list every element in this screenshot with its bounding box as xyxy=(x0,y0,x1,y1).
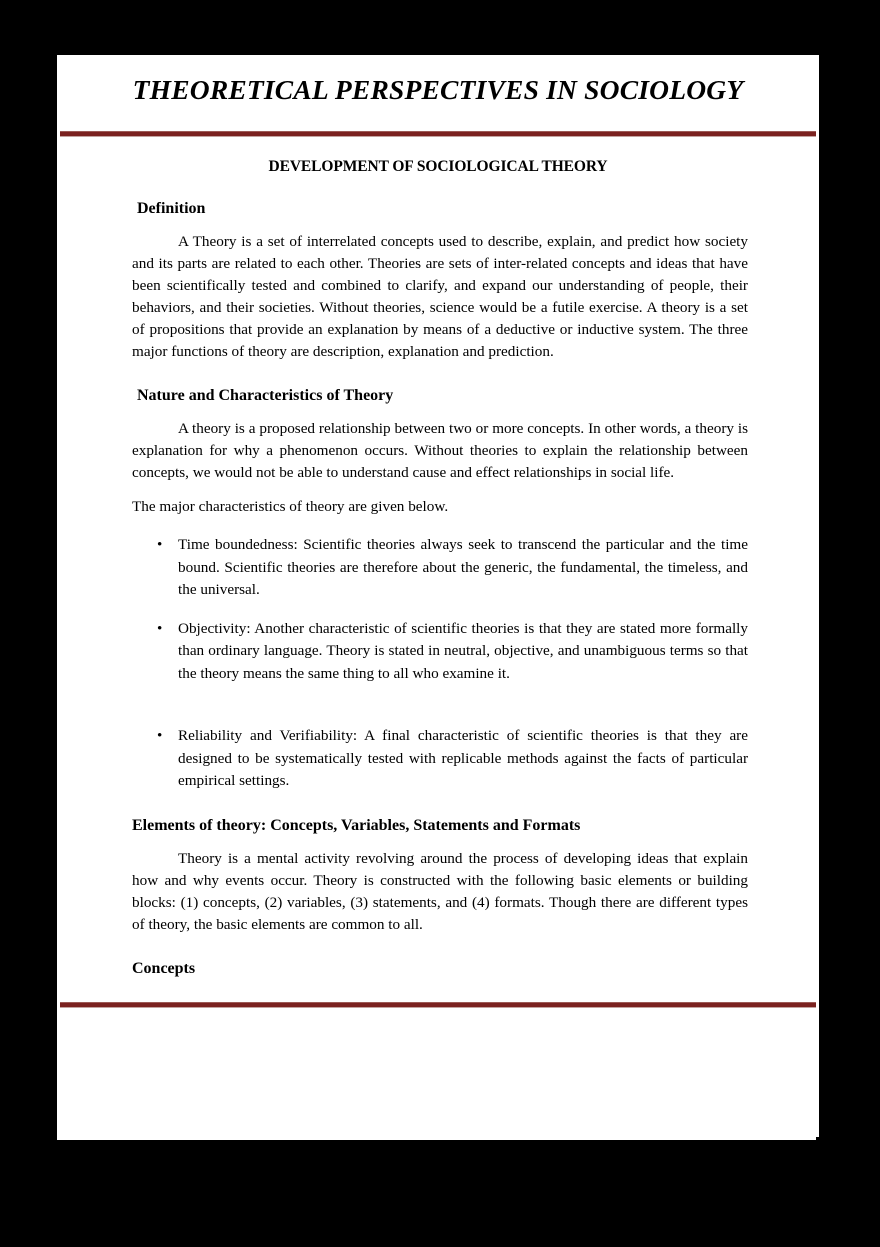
list-item xyxy=(57,685,819,793)
list-item-text: Time boundedness: Scientific theories always seek to transcend the particular and the time bound. Scientific theories are therefore about the generic, the fundamental, the timeless, and the universal. xyxy=(178,536,748,598)
paragraph-elements: Theory is a mental activity revolving around the process of developing ideas that explain how and why events occur. Theory is constructed with the following basic elements or building blocks: (1) concepts, (2) variables, (3) statements, and (4) formats. Though there are different types of theory, the basic elements are common to all. xyxy=(132,849,748,933)
paragraph-characteristics-lead-in: The major characteristics of theory are given below. xyxy=(132,498,449,515)
bullet-point-icon: • xyxy=(157,619,163,637)
heading-concepts: Concepts xyxy=(132,959,196,977)
characteristics-bullet-list xyxy=(57,518,819,793)
page-title: THEORETICAL PERSPECTIVES IN SOCIOLOGY xyxy=(132,74,744,105)
heading-elements-of-theory: Elements of theory: Concepts, Variables, Statements and Formats xyxy=(132,816,581,834)
paragraph-definition: A Theory is a set of interrelated concepts used to describe, explain, and predict how society and its parts are related to each other. Theories are sets of inter-related concepts and ideas that have been scientifically tested and combined to clarify, and expand our understanding of people, their behaviors, and their societies. Without theories, science would be a futile exercise. A theory is a set of propositions that provide an explanation by means of a deductive or inductive system. The three major functions of theory are description, explanation and prediction. xyxy=(132,233,748,360)
paragraph-nature: A theory is a proposed relationship between two or more concepts. In other words, a theory is explanation for why a phenomenon occurs. Without theories to explain the relationship between concepts, we would not be able to understand cause and effect relationships in social life. xyxy=(132,420,748,481)
body-column xyxy=(57,176,819,979)
bottom-divider-rule xyxy=(60,1002,816,1009)
list-item xyxy=(57,602,819,686)
divider-shadow xyxy=(60,136,816,137)
divider-shadow xyxy=(60,1007,816,1008)
document-subtitle: DEVELOPMENT OF SOCIOLOGICAL THEORY xyxy=(268,158,608,175)
bullet-point-icon: • xyxy=(157,536,163,553)
list-item xyxy=(57,518,819,602)
list-item-text: Reliability and Verifiability: A final characteristic of scientific theories is that they are designed to be systematically tested with replicable methods against the facts of particular empirical settings. xyxy=(178,727,748,789)
list-item-text: Objectivity: Another characteristic of scientific theories is that they are stated more formally than ordinary language. Theory is stated in neutral, objective, and unambiguous terms so that the theory means the same thing to all who examine it. xyxy=(178,619,748,682)
heading-nature-and-characteristics: Nature and Characteristics of Theory xyxy=(137,387,394,404)
document-page xyxy=(57,55,819,1140)
heading-definition: Definition xyxy=(137,200,206,217)
page-content xyxy=(57,55,819,1140)
top-divider-rule xyxy=(60,131,816,138)
bullet-point-icon: • xyxy=(157,727,163,744)
